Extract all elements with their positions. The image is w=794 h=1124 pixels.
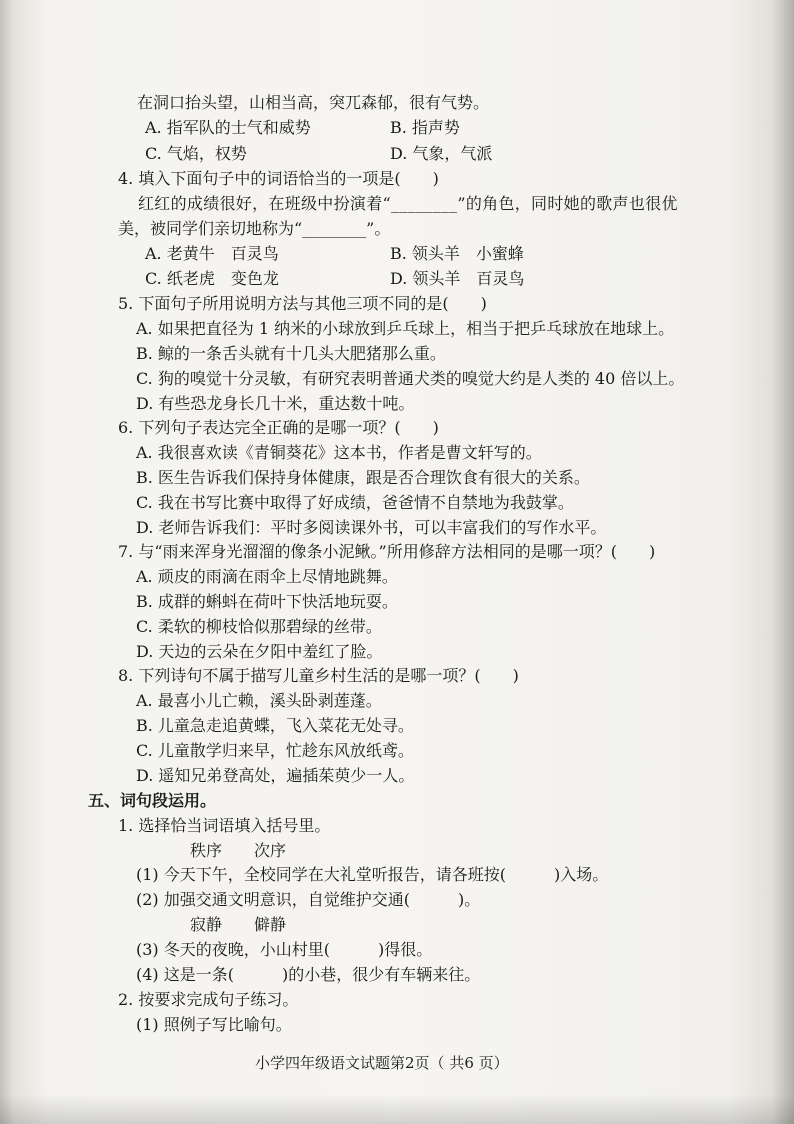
option-c: C. 气焰，权势	[145, 144, 247, 163]
option-d: D. 领头羊 百灵鸟	[390, 269, 525, 288]
option-c: C. 儿童散学归来早，忙趁东风放纸鸢。	[136, 741, 414, 760]
option-a: A. 我很喜欢读《青铜葵花》这本书，作者是曹文轩写的。	[136, 443, 542, 462]
option-b: B. 领头羊 小蜜蜂	[390, 244, 524, 263]
option-c: C. 纸老虎 变色龙	[145, 269, 279, 288]
option-c: C. 柔软的柳枝恰似那碧绿的丝带。	[136, 617, 382, 636]
option-a: A. 老黄牛 百灵鸟	[145, 244, 279, 263]
section-5-question-1: 1. 选择恰当词语填入括号里。	[118, 816, 331, 835]
option-a: A. 顽皮的雨滴在雨伞上尽情地跳舞。	[136, 567, 398, 586]
option-b: B. 医生告诉我们保持身体健康，跟是否合理饮食有很大的关系。	[136, 468, 590, 487]
fill-blank-2: (2) 加强交通文明意识，自觉维护交通( )。	[136, 890, 481, 909]
section-5-question-2: 2. 按要求完成句子练习。	[118, 990, 299, 1009]
option-c: C. 我在书写比赛中取得了好成绩，爸爸情不自禁地为我鼓掌。	[136, 493, 574, 512]
option-a: A. 指军队的士气和威势	[145, 118, 311, 137]
page-left-shadow	[0, 0, 14, 1124]
question-8: 8. 下列诗句不属于描写儿童乡村生活的是哪一项？( )	[118, 666, 519, 685]
option-c: C. 狗的嗅觉十分灵敏，有研究表明普通犬类的嗅觉大约是人类的 40 倍以上。	[136, 369, 685, 388]
option-b: B. 儿童急走追黄蝶，飞入菜花无处寻。	[136, 716, 414, 735]
section-5-heading: 五、词句段运用。	[88, 791, 217, 810]
page-right-shadow	[772, 0, 794, 1124]
question-5: 5. 下面句子所用说明方法与其他三项不同的是( )	[118, 294, 487, 313]
question-4-sentence-2: 美，被同学们亲切地称为“________”。	[118, 219, 391, 238]
sub-question-1: (1) 照例子写比喻句。	[136, 1015, 292, 1034]
option-d: D. 天边的云朵在夕阳中羞红了脸。	[136, 642, 383, 661]
option-d: D. 遥知兄弟登高处，遍插茱萸少一人。	[136, 766, 415, 785]
question-4: 4. 填入下面句子中的词语恰当的一项是( )	[118, 169, 439, 188]
question-4-sentence-1: 红红的成绩很好，在班级中扮演着“________”的角色，同时她的歌声也很优	[138, 194, 678, 213]
word-choices-1: 秩序 次序	[190, 841, 287, 860]
page-bottom-shadow	[0, 1094, 794, 1124]
option-a: A. 最喜小儿亡赖，溪头卧剥莲蓬。	[136, 691, 382, 710]
option-a: A. 如果把直径为 1 纳米的小球放到乒乓球上，相当于把乒乓球放在地球上。	[136, 319, 675, 338]
option-d: D. 老师告诉我们：平时多阅读课外书，可以丰富我们的写作水平。	[136, 518, 607, 537]
question-6: 6. 下列句子表达完全正确的是哪一项？( )	[118, 418, 439, 437]
question-7: 7. 与“雨来浑身光溜溜的像条小泥鳅。”所用修辞方法相同的是哪一项？( )	[118, 542, 656, 561]
option-b: B. 成群的蝌蚪在荷叶下快活地玩耍。	[136, 592, 398, 611]
option-d: D. 有些恐龙身长几十米，重达数十吨。	[136, 394, 415, 413]
fill-blank-4: (4) 这是一条( )的小巷，很少有车辆来往。	[136, 965, 481, 984]
word-choices-2: 寂静 僻静	[190, 915, 287, 934]
fill-blank-3: (3) 冬天的夜晚，小山村里( )得很。	[136, 940, 433, 959]
page-footer: 小学四年级语文试题第2页（ 共6 页）	[255, 1054, 509, 1072]
question-3-sentence: 在洞口抬头望，山相当高，突兀森郁，很有气势。	[137, 93, 490, 112]
fill-blank-1: (1) 今天下午，全校同学在大礼堂听报告，请各班按( )入场。	[136, 865, 609, 884]
option-b: B. 指声势	[390, 118, 460, 137]
option-d: D. 气象，气派	[390, 144, 493, 163]
option-b: B. 鲸的一条舌头就有十几头大肥猪那么重。	[136, 344, 446, 363]
